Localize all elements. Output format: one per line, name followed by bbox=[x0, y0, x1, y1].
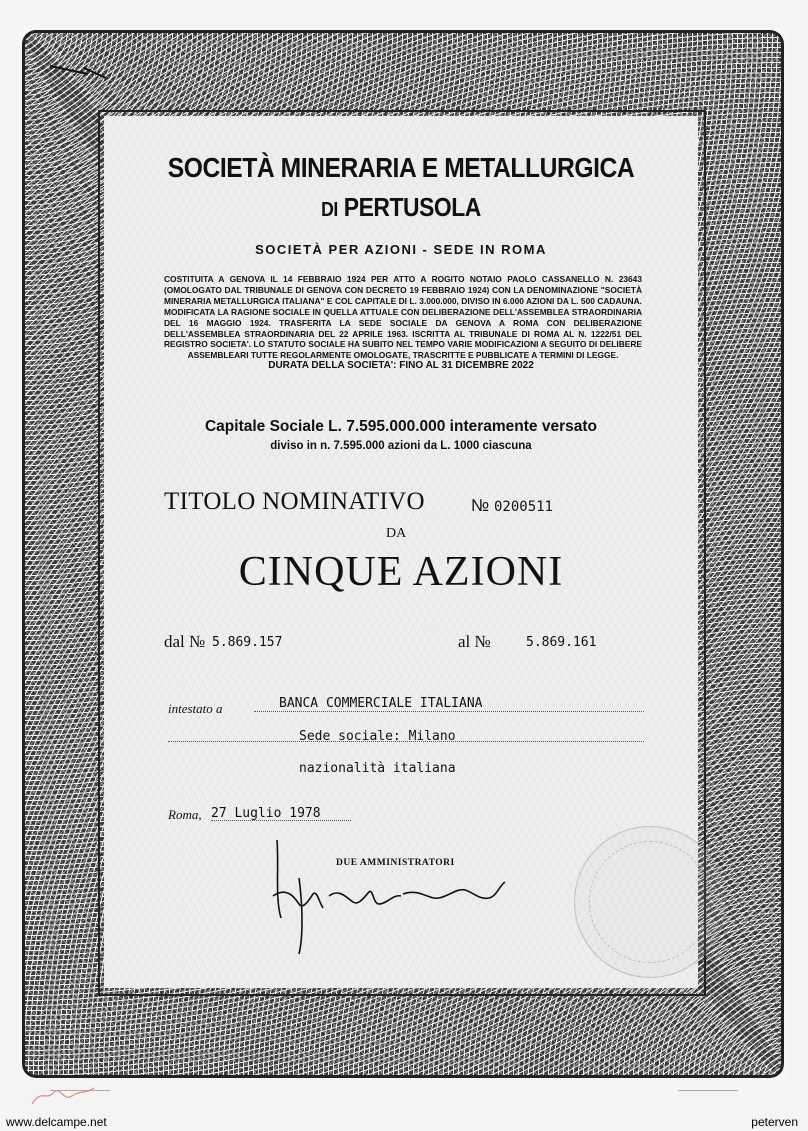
certificate-panel bbox=[104, 116, 698, 988]
from-number-label: dal № bbox=[164, 632, 206, 651]
title-type: TITOLO NOMINATIVO bbox=[164, 488, 425, 515]
administrators-signature bbox=[269, 838, 509, 958]
company-name-main: PERTUSOLA bbox=[343, 192, 481, 222]
pen-mark-icon bbox=[48, 62, 108, 82]
issue-date: 27 Luglio 1978 bbox=[211, 806, 321, 821]
administrators-label: DUE AMMINISTRATORI bbox=[336, 858, 455, 868]
to-number-value: 5.869.161 bbox=[526, 635, 597, 650]
company-type: SOCIETÀ PER AZIONI - SEDE IN ROMA bbox=[255, 242, 547, 257]
company-duration: DURATA DELLA SOCIETA': FINO AL 31 DICEMBRE 2022 bbox=[268, 360, 534, 371]
company-seal bbox=[574, 826, 726, 978]
from-number-value: 5.869.157 bbox=[212, 635, 283, 650]
da-label: DA bbox=[386, 526, 407, 541]
to-number-label: al № bbox=[458, 632, 491, 651]
share-division: diviso in n. 7.595.000 azioni da L. 1000 ciascuna bbox=[270, 440, 532, 452]
certificate-number bbox=[471, 496, 553, 516]
printer-imprint-right bbox=[678, 1088, 738, 1096]
holder-name: BANCA COMMERCIALE ITALIANA bbox=[279, 696, 483, 711]
share-capital: Capitale Sociale L. 7.595.000.000 interamente versato bbox=[204, 418, 597, 435]
number-sign: № bbox=[471, 496, 490, 515]
certificate-number-value: 0200511 bbox=[493, 499, 553, 515]
holder-label: intestato a bbox=[168, 701, 223, 716]
company-history: COSTITUITA A GENOVA IL 14 FEBBRAIO 1924 PER ATTO A ROGITO NOTAIO PAOLO CASSANELLO N. 23643 (OMOLOGATO DAL TRIBUNALE DI GENOVA CON DECRETO 19 FEBBRAIO 1924) CON LA DENOMINAZIONE "SOCIETÀ MINERARIA METALLURGICA ITALIANA" E COL CAPITALE DI L. 3.000.000, DIVISO IN 6.000 AZIONI DA L. 500 CADAUNA. MODIFICATA LA RAGIONE SOCIALE IN QUELLA ATTUALE CON DELIBERAZIONE DELL'ASSEMBLEA STRAORDINARIA DEL 16 MAGGIO 1924. TRASFERITA LA SEDE SOCIALE DA GENOVA A ROMA CON DELIBERAZIONE DELL'ASSEMBLEA STRAORDINARIA DEL 22 APRILE 1963. ISCRITTA AL TRIBUNALE DI ROMA AL N. 1222/51 DEL REGISTRO SOCIETA'. LO STATUTO SOCIALE HA SUBITO NEL TEMPO VARIE MODIFICAZIONI A SEGUITO DI DELIBERE ASSEMBLEARI TUTTE REGOLARMENTE OMOLOGATE, TRASCRITTE E PUBBLICATE A TERMINI DI LEGGE. bbox=[164, 274, 642, 361]
place-label: Roma, bbox=[168, 807, 202, 822]
shares-count-title: CINQUE AZIONI bbox=[238, 549, 564, 595]
holder-seat: Sede sociale: Milano bbox=[299, 729, 456, 744]
handwritten-mark-icon bbox=[28, 1082, 98, 1108]
company-name-line2 bbox=[140, 192, 663, 223]
holder-nationality: nazionalità italiana bbox=[299, 761, 456, 776]
company-name-line1: SOCIETÀ MINERARIA E METALLURGICA bbox=[167, 152, 635, 183]
company-name-prefix: DI bbox=[321, 199, 338, 221]
footer-seller: peterven bbox=[751, 1115, 798, 1129]
footer-site: www.delcampe.net bbox=[6, 1115, 107, 1129]
